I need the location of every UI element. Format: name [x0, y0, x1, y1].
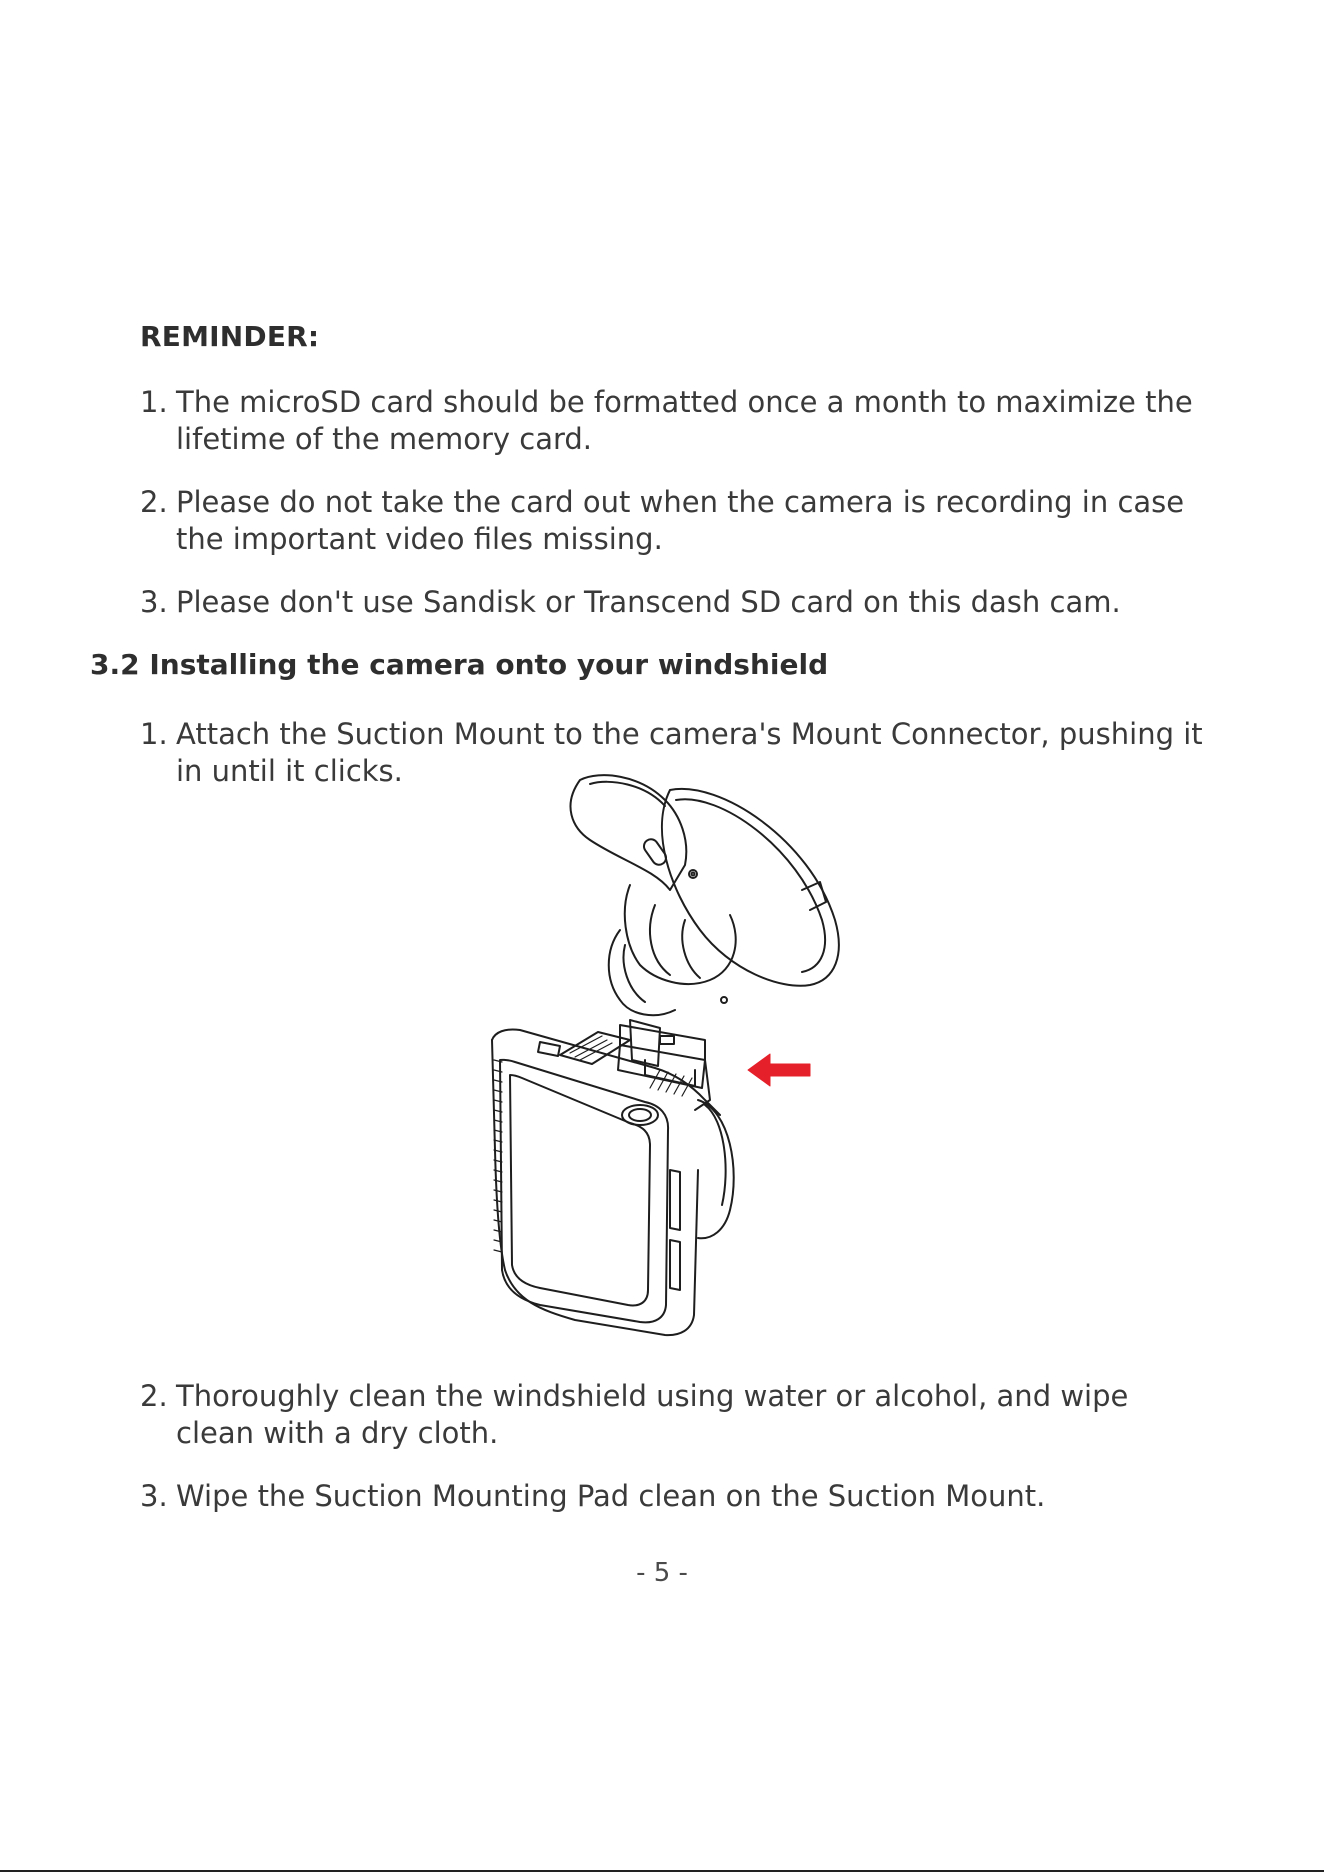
list-text [176, 384, 1240, 458]
line-1: Attach the Suction Mount to the camera's Mount Connector, pushing it [176, 717, 1203, 751]
mount-neck [609, 885, 736, 1015]
line-1: Please do not take the card out when the camera is recording in case [176, 485, 1185, 519]
list-number: 1. [140, 717, 168, 751]
reminder-heading: REMINDER: [140, 320, 320, 353]
list-number: 2. [140, 1379, 168, 1413]
line-1: Please don't use Sandisk or Transcend SD card on this dash cam. [176, 585, 1121, 619]
section-heading: 3.2 Installing the camera onto your windshield [90, 648, 829, 681]
mount-connector [618, 1020, 710, 1110]
camera-body [492, 1029, 734, 1335]
list-number: 3. [140, 585, 168, 619]
list-text [176, 584, 1240, 621]
suction-cup [571, 775, 839, 986]
line-2: in until it clicks. [176, 754, 403, 788]
list-number: 3. [140, 1479, 168, 1513]
line-1: Thoroughly clean the windshield using water or alcohol, and wipe [176, 1379, 1129, 1413]
dash-cam-with-suction-mount-illustration [480, 770, 840, 1340]
list-text [176, 1478, 1240, 1515]
line-1: The microSD card should be formatted once a month to maximize the [176, 385, 1193, 419]
page-number: - 5 - [636, 1558, 688, 1588]
line-2: lifetime of the memory card. [176, 422, 593, 456]
list-number: 1. [140, 385, 168, 419]
list-text [176, 1378, 1240, 1452]
list-text [176, 484, 1240, 558]
list-number: 2. [140, 485, 168, 519]
line-2: clean with a dry cloth. [176, 1416, 499, 1450]
line-2: the important video files missing. [176, 522, 663, 556]
red-arrow-icon [748, 1054, 810, 1086]
line-1: Wipe the Suction Mounting Pad clean on the Suction Mount. [176, 1479, 1046, 1513]
